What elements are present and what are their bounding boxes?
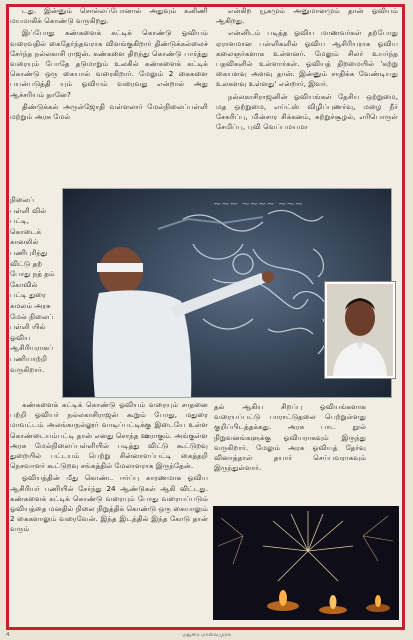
artist-portrait-photo <box>325 282 395 378</box>
paragraph: நிலைப் பள்ளி வில் பட்டி, கொடைக் கானலில் பணிபுரிந்து விட்டு தற் போது நத் தம் கோவில் பட்டி துரை கமலம் அரசு மேல் நிலைப் பள்ளி யில் ஓவிய ஆசிரியராகப் பணியாற்றி வருகிறார். <box>10 195 55 374</box>
fireworks-decoration <box>213 506 399 620</box>
article-column-left-bottom <box>10 400 208 622</box>
page-footer <box>0 630 413 640</box>
paragraph: இப்போது கண்களைக் கட்டிக் கொண்டு ஓவியம் வரைவதில் கைதேர்ந்தவராக விளங்குகிறார் திண்டுக்கல்லைச் சேர்ந்த நல்லகாசி ராஜன். கண்களை திறந்து கொண்டு பார்த்து வரையும் போதே தடுமாறும் உலகில் கண்களைக் கட்டிக் கொண்டு ஒரு கையால் வரைகிறார். மேலும் 2 கைகளை பயன்படுத்தி யும் ஓவியம் வரைவது என்றால் அது ஆச்சரியம் தானே? <box>10 28 208 99</box>
publication-name: மதுரை மாலைமுரசு <box>182 632 231 638</box>
paragraph: தல் ஆகிய சிறப்பு ஓவியங்களாக வரையப்பட்டு பாராட்டுதலை பெற்றுள்ளது குறிப்பிடத்தக்கது. அரசு பாட நூல் நிறுவனங்களுக்கு ஓவியராகவும் இருந்து வருகிறார். மேலும் அரசு ஓவியத் தேர்வு வினாத்தாள் தயார் செய்பவராகவும் இருந்துள்ளார். <box>214 402 366 473</box>
paragraph: என்னிடம் படித்த ஓவிய மாணவர்கள் தற்போது ஏராளமான பள்ளிகளில் ஓவிய ஆசிரியராக ஓவிய கலைஞர்களாக உள்ளனர். மேலும் சிலர் உயர்ந்த பதவிகளில் உள்ளார்கள். ஓவியத் திறமையில் 'கற்று கையளவு அளவு தான். இன்னும் சாதிக்க வேண்டியது உலகளவு உள்ளது' என்றார், இவர். <box>216 28 398 89</box>
paragraph: நல்லகாசிராஜனின் ஓவியங்கள் தேசிய ஒற்றுமை, மத ஒற்றுமை, எய்ட்ஸ் விழிப்புணர்வு, மழை நீர் சேகரிப்பு, மின்சார சிக்கனம், சுற்றுச்சூழல், எரிபொருள் சேமிப்பு, புவி வெப்பமயமா <box>216 91 398 132</box>
paragraph: என்கிற யூகமும் அனுமானமும் தான் ஓவியம் ஆகிறது. <box>216 6 398 26</box>
article-column-narrow <box>10 195 55 400</box>
portrait-image <box>327 284 393 376</box>
article-column-right-bottom <box>214 402 366 502</box>
page-number: 4 <box>6 632 10 638</box>
paragraph: ஓவியத்தின் மீது கொண்ட ஈர்ப்பு காரணமாக ஓவிய ஆசிரியர் பணியில் சேர்ந்து 24 ஆண்டுகள் ஆகி விட்டது. கண்களைக் கட்டிக் கொண்டு வரையும் போது வரையப்படும் ஓவியத்தை மனதில் நிலை நிறுத்திக் கொண்டு ஒரு கையாலும் 2 கைகளாலும் வரைவேன். இந்த இடத்தில் இந்த கோடு தான் வரும் <box>10 473 208 534</box>
paragraph: டது. இன்னும் சொல்லப்போனால் அதுவும் கனிணி மயமாகிக் கொண்டு வருகிறது. <box>10 6 208 26</box>
fireworks-lamps-image <box>213 506 399 620</box>
paragraph: கண்களைக் கட்டிக் கொண்டு ஓவியம் வரையும் சாதனை பற்றி ஓவியர் நல்லகாசிராஜன் கூறும் போது, மதுரை மாவட்டம் அலங்காநல்லூர் வாடிப்பட்டிக்கு இடையே உள்ள கொண்டையம்பட்டி தான் எனது சொந்த ஊராகும். அங்குள்ள அரசு மேல்நிலைப்பள்ளியில் படித்து விட்டு கூட்டுறவு துறையில் பட்டயம் பெற்று சின்னாளப்பட்டி கைத்தறி நெசவாளர் கூட்டுறவு சங்கத்தில் மேலாளராக இருந்தேன். <box>10 400 208 471</box>
article-column-right-top <box>216 6 398 192</box>
paragraph: திண்டுக்கல் அருள்ஜோதி வள்ளலார் மேல்நிலைப்பள்ளி மற்றும் அரசு மேல் <box>10 101 208 122</box>
svg-text:~~~ ~~~~ ~~~: ~~~ ~~~~ ~~~ <box>213 199 304 210</box>
article-column-left-top <box>10 6 208 192</box>
